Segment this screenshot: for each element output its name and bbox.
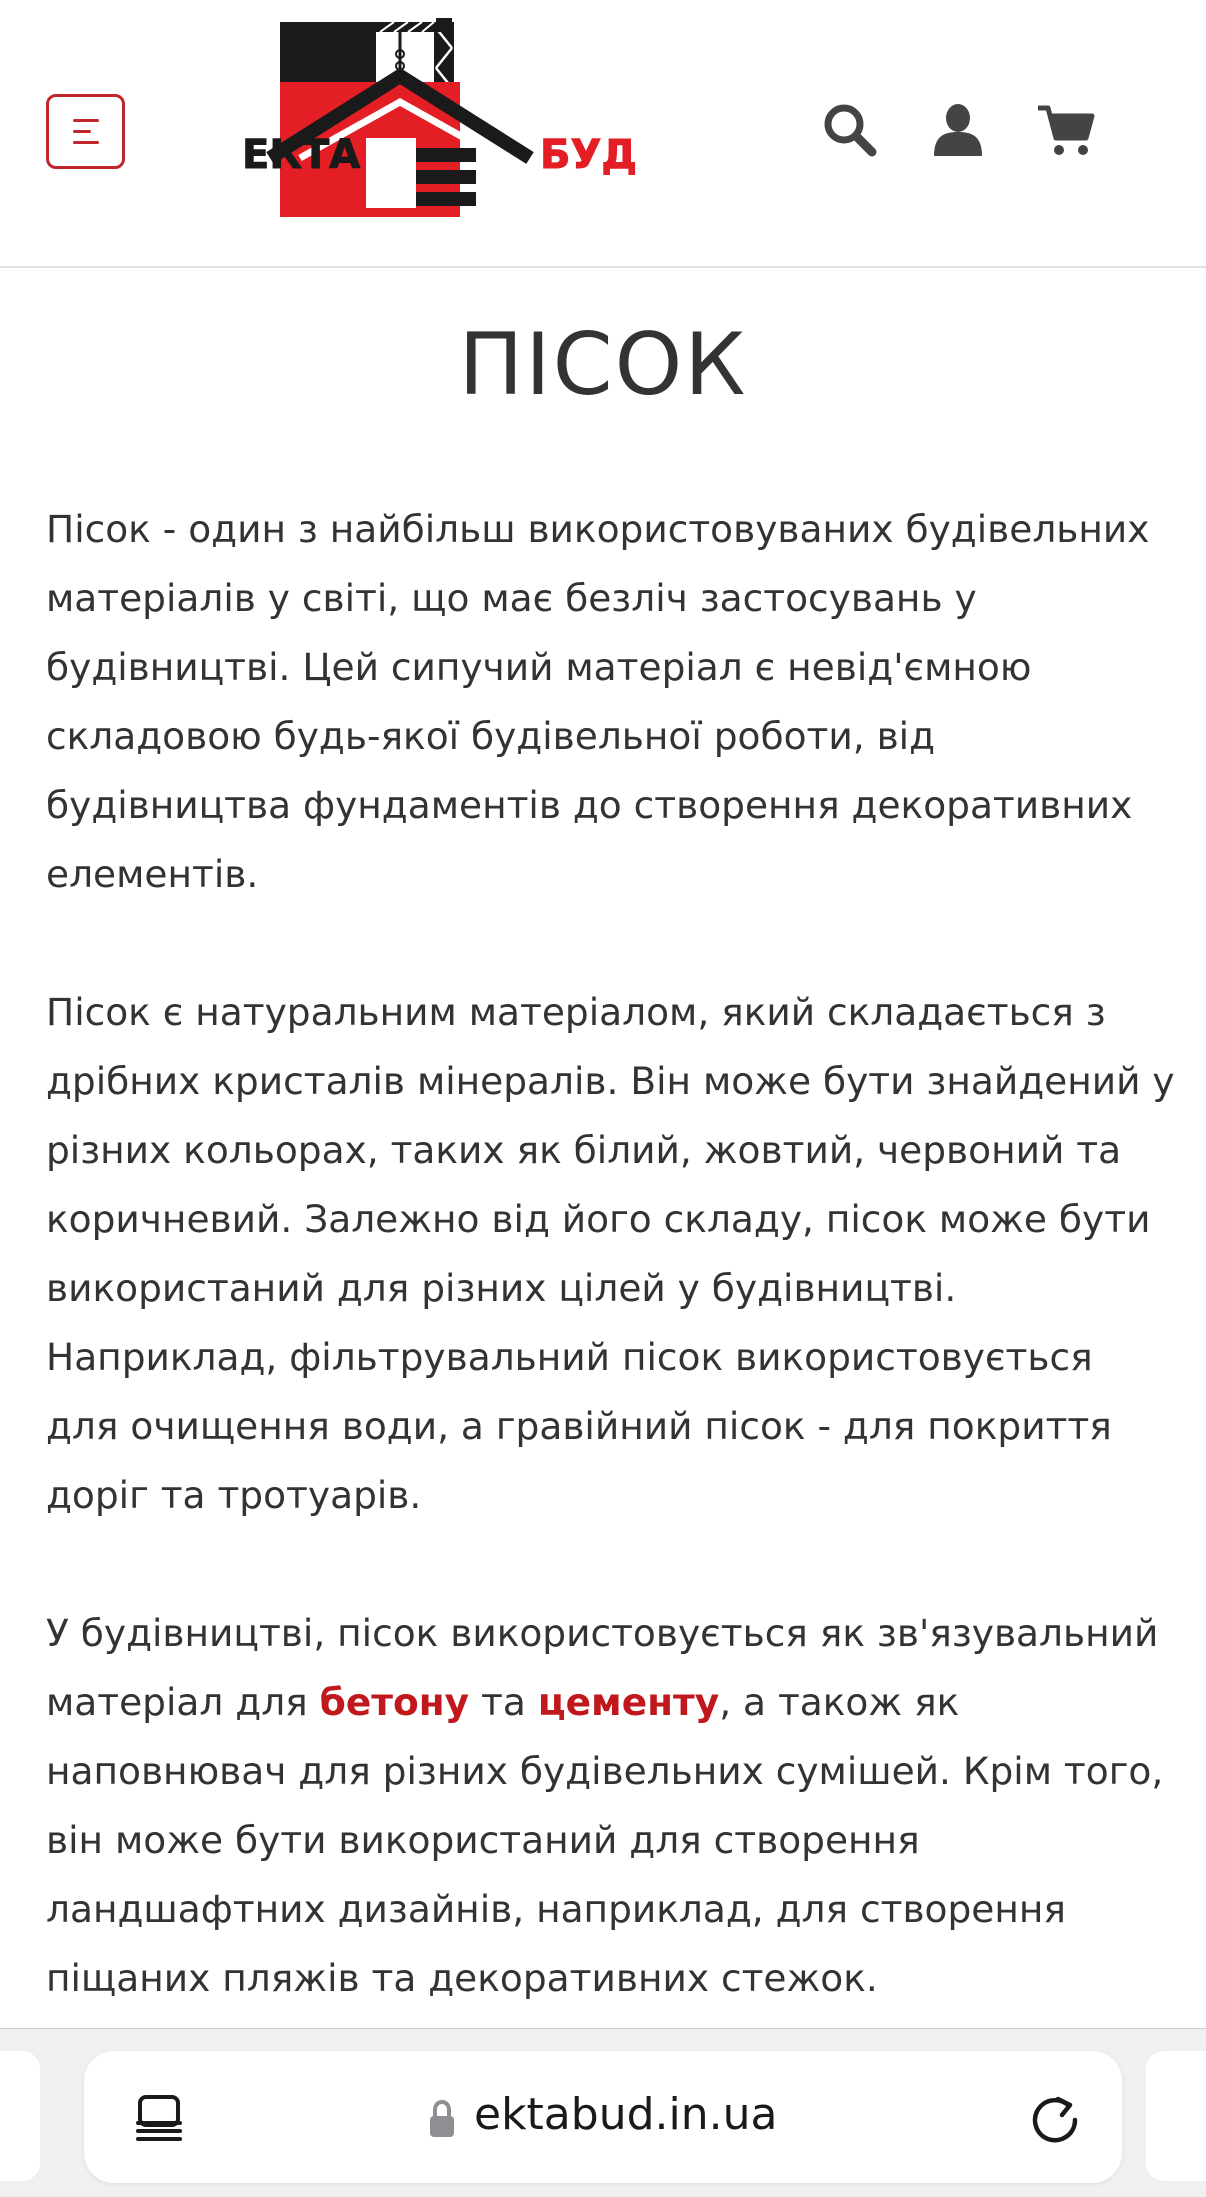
cart-icon[interactable] xyxy=(1036,100,1096,160)
paragraph-3-text: , а також як наповнювач для різних будівельних сумішей. Крім того, він може бути використаний для створення ландшафтних дизайнів, наприклад, для створення піщаних пляжів та декоративних стежок. xyxy=(46,1680,1164,2000)
link-concrete[interactable]: бетону xyxy=(319,1680,470,1724)
next-tab[interactable] xyxy=(1146,2051,1206,2181)
browser-toolbar xyxy=(0,2028,1206,2197)
article-content xyxy=(46,495,1176,2082)
url-text: ektabud.in.ua xyxy=(474,2089,778,2140)
paragraph-1: Пісок - один з найбільш використовуваних будівельних матеріалів у світі, що має безліч застосувань у будівництві. Цей сипучий матеріал є невід'ємною складовою будь-якої будівельної роботи, від будівництва фундаментів до створення декоративних елементів. xyxy=(46,507,1150,896)
site-logo[interactable] xyxy=(240,18,665,223)
previous-tab[interactable] xyxy=(0,2051,40,2181)
menu-button[interactable] xyxy=(46,94,125,169)
paragraph-3-text: У будівництві, пісок використовується як зв'язувальний матеріал для xyxy=(46,1611,1159,1724)
reader-icon[interactable] xyxy=(134,2093,184,2145)
paragraph-3 xyxy=(46,1599,1176,2013)
logo-text-right: БУД xyxy=(540,132,637,178)
site-header xyxy=(0,0,1206,268)
address-bar[interactable] xyxy=(84,2051,1122,2183)
paragraph-2: Пісок є натуральним матеріалом, який складається з дрібних кристалів мінералів. Він може бути знайдений у різних кольорах, таких як білий, жовтий, червоний та коричневий. Залежно від його складу, пісок може бути використаний для різних цілей у будівництві. Наприклад, фільтрувальний пісок використовується для очищення води, а гравійний пісок - для покриття доріг та тротуарів. xyxy=(46,990,1175,1517)
lock-icon xyxy=(428,2099,456,2139)
reload-icon[interactable] xyxy=(1028,2093,1082,2147)
logo-text-left: ЕКТА xyxy=(242,132,361,178)
menu-icon-line xyxy=(73,141,99,144)
page-title: ПІСОК xyxy=(458,315,748,415)
link-cement[interactable]: цементу xyxy=(537,1680,720,1724)
user-icon[interactable] xyxy=(928,100,988,160)
menu-icon-line xyxy=(73,130,91,133)
search-icon[interactable] xyxy=(820,100,880,160)
menu-icon xyxy=(73,119,99,122)
paragraph-3-text: та xyxy=(469,1680,538,1724)
